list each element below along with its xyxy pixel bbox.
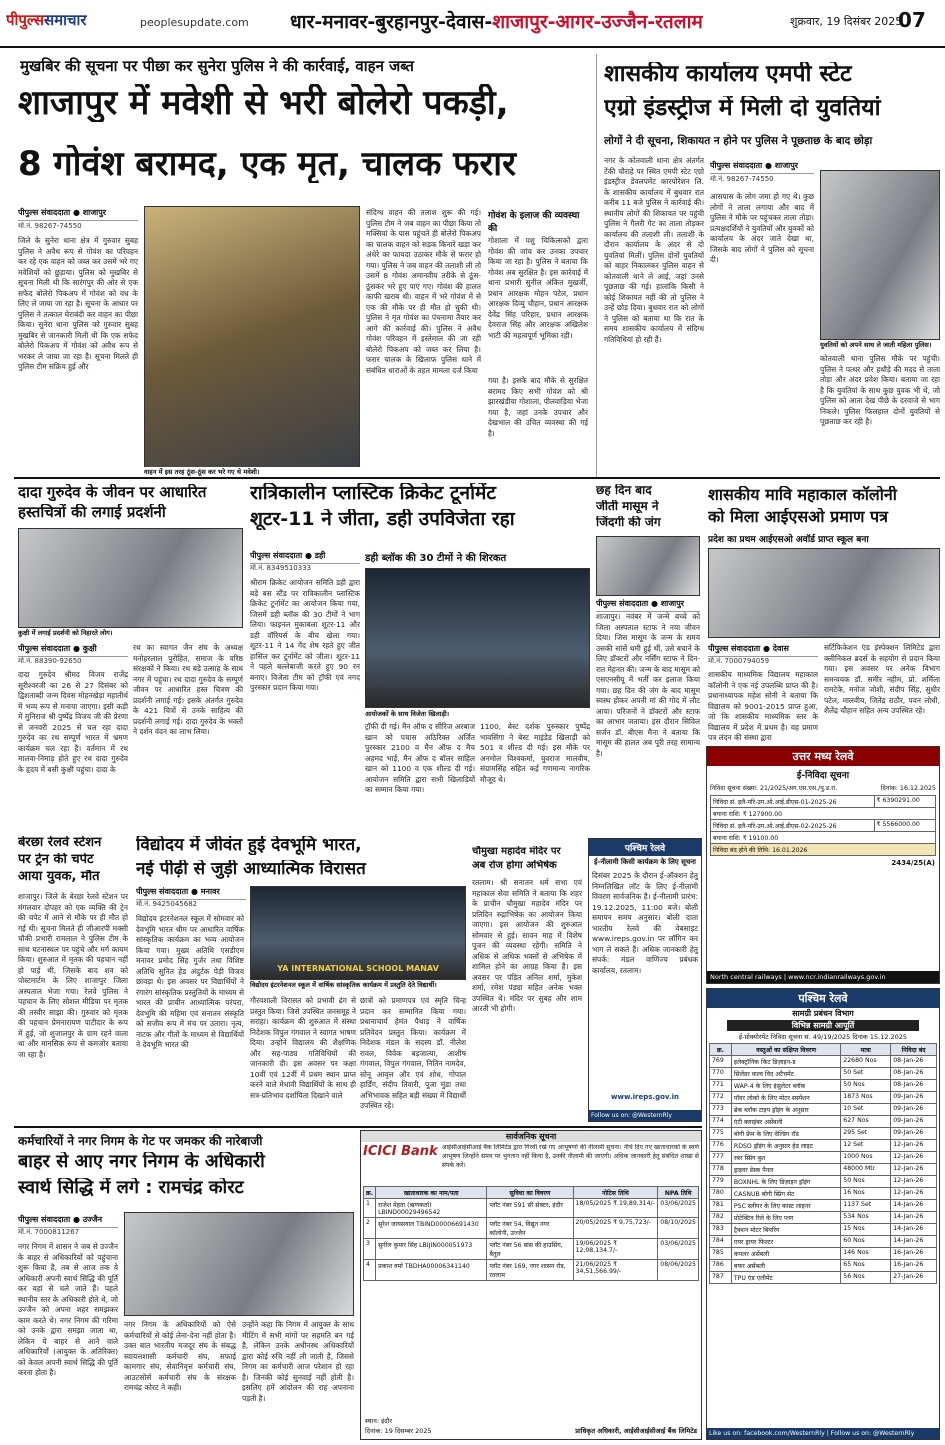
table-cell: प्लॉट नंबर 591 सी सेक्टर, इंदौर [487,1199,573,1218]
table-cell: 773 [710,1104,732,1116]
story2-mobile: मो.नं. 98267-74550 [710,175,774,183]
table-cell: सिलेंडर वाल्व विद अटैचमेंट [731,1068,840,1080]
story3-body-b: रथ का स्वागत जैन संघ के अध्यक्ष मनोहरलाल पुरोहित, समाज के वरिष्ठ संरक्षकों ने किया। रथ बड़े उत्साह के साथ नगर में पहुंचा। रथ दादा गुरुदेव के सम्पूर्ण जीवन पर आधारित हस्त चित्रण की प्रदर्शनी लगाई गई। इसके अंतर्गत गुरुदेव के 421 चित्रों से उनके साहित्य की प्रदर्शनी लगाई गई। दादा गुरुदेव के भक्तों ने दर्शन वंदन का लाभ लिया। [133,643,243,737]
story8-photo-caption: विद्योदय इंटरनेशनल स्कूल में वार्षिक सांस्कृतिक कार्यक्रम में प्रस्तुति देते विद्यार्थी। [250,980,466,989]
story3-body: दादा गुरुदेव श्रीमद विजय राजेंद्र सूरीश्वरजी का 26 से 27 दिसंबर को द्विशताब्दी जन्म दिवस मोहनखेड़ा महातीर्थ में भव्य रूप से मनाया जाएगा। इसी कड़ी में मुनिराज श्री पुष्पेंद्र विजय जी की प्रेरणा से जनवरी 2025 से चल रहा दादा गुरुदेव का रथ सम्पूर्ण भारत में भ्रमण कार्यक्रम चल रहा है। वर्तमान में रथ मालवा-निमाड़ होते हुए रथ दादा गुरुदेव के हृदय में बसी कुक्षी पहुंचा। दादा के [18,670,128,774]
table-cell: 783 [710,1224,732,1236]
table-row [710,1272,937,1284]
table-cell: प्लॉट नंबर 56 बांस की हाउसिंग, बैतूल [487,1239,573,1260]
story1-mobile: मो.नं. 98267-74550 [18,222,82,230]
story4-body-c: 1100, बेस्ट दर्शक पुरुस्कार पुष्पेंद्र भावसिंगा ने बेस्ट माइंडेड खिलाड़ी को 501 व शील्ड दी गई। इस मौके पर अनमोल विश्वकर्मा, युवराज मालवीय, संग्रामसिंह सहित कई गणमान्य नागरिक मौजूद थे। [480,722,590,784]
story1-headline-line2: 8 गोवंश बरामद, एक मृत, चालक फरार [18,145,517,184]
ad-ncr-tender [706,746,940,984]
ad-wr-mat-subtitle: सामग्री प्रबंधन विभाग [792,1009,854,1018]
story1-kicker: मुखबिर की सूचना पर पीछा कर सुनेरा पुलिस ने की कार्रवाई, वाहन जब्त [20,57,414,75]
table-cell: RDSO ड्रॉइंग के अनुसार हेड लाइट [731,1140,840,1152]
table-cell: ड्राइवर डेस्क पैनल [731,1164,840,1176]
table-cell: 1000 Nos [841,1152,891,1164]
table-cell: बयाना राशि: ₹ 19100.00 [711,832,936,844]
masthead-logo [6,10,87,30]
story10-mobile: मो.नं. 7000811267 [18,1228,80,1236]
table-cell: 08/06/2025 [658,1260,699,1281]
story6-body-a: शासकीय माध्यमिक विद्यालय महाकाल कॉलोनी ने एक नई उपलब्धि प्राप्त की है। प्रधानाध्यापक महेश सोनी ने बताया कि विद्यालय को 9001-2015 प्राप्त हुआ, जो कि शासकीय माध्यमिक स्तर के विद्यालय में प्रदेश में प्रथम है। यह प्रमाण पत्र लंदन की संस्था द्वारा [708,670,818,742]
table-row [710,1104,937,1116]
story4-subhead: डही ब्लॉक की 30 टीमों ने की शिरकत [365,553,507,564]
table-row [710,1128,937,1140]
table-header-row [710,1044,937,1056]
story6-headline-line2: को मिला आईएसओ प्रमाण पत्र [708,508,888,526]
table-cell: निविदा बंद होने की तिथि: 16.01.2026 [711,844,936,856]
table-cell: निविदा सं. इलै-परि-उप.ओ.आई.डीएस-02-2025-26 [711,820,875,832]
ad-wr-mat-table [709,1043,937,1284]
story4-headline-line2: शूटर-11 ने जीता, डही उपविजेता रहा [250,509,515,530]
table-cell: 16 Nos [841,1188,891,1200]
table-cell: 12-Jan-26 [891,1152,937,1164]
table-cell: 22680 Nos [841,1056,891,1068]
table-row [710,1200,937,1212]
story6-subhead: प्रदेश का प्रथम आईएसओ अवॉर्ड प्राप्त स्कूल बना [708,535,869,545]
table-row [710,1164,937,1176]
table-cell: 778 [710,1164,732,1176]
story4-headline-line1: रात्रिकालीन प्लास्टिक क्रिकेट टूर्नामेंट [250,483,496,504]
ad-ncr-subtitle: ई-निविदा सूचना [796,771,850,781]
table-cell: 146 Nos [841,1248,891,1260]
ad-ncr-notice-row [707,783,939,792]
table-cell: बफर असेंबली [731,1260,840,1272]
ad-ncr-code: 2434/25(A) [891,859,935,867]
story6-mobile: मो.नं. 7000794059 [708,657,770,665]
table-row [710,1116,937,1128]
table-cell: इलेक्ट्रॉनिक किट डिज़ाइन-ड [731,1056,840,1068]
story5-byline: पीपुल्स संवाददाता ● शाजापुर [596,598,700,612]
table-row [711,844,936,856]
story6-headline-line1: शासकीय मावि महाकाल कॉलोनी [708,486,897,504]
ad-icici-place: स्थान: इंदौर [365,1417,393,1425]
story3-photo [18,528,243,628]
table-cell: राजेश मेहता (ऋणकर्ता) LBIND00029496542 [376,1199,487,1218]
table-header: निविदा बंद [891,1044,937,1056]
ad-ncr-notice-no: निविदा सूचना संख्या: 21/2025/अग.एस.एस./पु.ड.रा. [710,785,838,792]
ad-wr-footer[interactable]: Follow us on: @WesternRly [589,1110,701,1121]
story1-photo [144,206,360,468]
table-cell: ₹ 5566000.00 [874,820,935,832]
story4-mobile: मो.नं. 8349510333 [250,564,312,572]
table-cell: प्लॉट नंबर 54, विद्युत नगर कॉलोनी, उज्जैन [487,1218,573,1239]
table-cell: 12-Jan-26 [891,1176,937,1188]
story8-body-a: विद्योदय इंटरनेशनल स्कूल में सोमवार को देवभूमि भारत थीम पर आधारित वार्षिक सांस्कृतिक कार्यक्रम का भव्य आयोजन किया गया। मुख्य अतिथि एसडीएम मनावर प्रमोद सिंह गुर्जर तथा विशिष्ट अतिथि सुनित हेड अंदुर्टक पेड़ी विजय छावड़ा थे। इस अवसर पर विद्यार्थियों ने रंगारंग सांस्कृतिक प्रस्तुतियों के माध्यम से भारत की प्राचीन आध्यात्मिक परंपरा, देवभूमि की महिमा एवं सनातन संस्कृति को सजीव रूप में मंच पर उतारा। नृत्य, नाटक और गीतों के माध्यम से विद्यार्थियों ने देवभूमि भारत की [136,914,244,1050]
table-cell: 771 [710,1080,732,1092]
table-cell: PSC स्लीपर के लिए कास्ट लाइनर [731,1200,840,1212]
table-cell: 09-Jan-26 [891,1116,937,1128]
story10-body-b: नगर निगम के अधिकारियों को ऐसे कर्मचारियों से कोई लेना-देना नहीं होता है। उक्त बात भारतीय मजदूर संघ के संबद्ध स्वायत्तशासी कर्मचारी संघ, सफाई कामगार संघ, सेवानिवृत्त कर्मचारी संघ, आउटसोर्स कर्मचारी संघ के संरक्षक रामचंद्र कोरट ने कही। [124,1320,236,1393]
table-cell: 777 [710,1152,732,1164]
table-cell: 781 [710,1200,732,1212]
table-row [710,1176,937,1188]
story3-headline-line1: दादा गुरुदेव के जीवन पर आधारित [18,484,207,501]
story1-sidebar-body: गोशाला में पशु चिकित्सकों द्वारा गोवंश की जांच कर उनका उपचार किया जा रहा है। पुलिस ने बताया कि गोवंश अब सुरक्षित है। इस कार्रवाई में थाना प्रभारी सुनील अंकित मुखर्जी, प्रधान आरक्षक मोहन पटेल, प्रधान आरक्षक दिव्यु चौहान, प्रधान आरक्षक देवेंद्र सिंह परिहार, प्रधान आरक्षक देवराज सिंह और आरक्षक अखिलेश भाटी की महत्वपूर्ण भूमिका रही। [488,236,588,340]
table-cell: 48000 Mtr [841,1164,891,1176]
table-cell: 50 Nos [841,1176,891,1188]
ad-icici-title: सार्वजनिक सूचना [361,1131,701,1142]
table-cell: 50 Nos [841,1080,891,1092]
table-header: सुविधा का विवरण [487,1187,573,1199]
table-cell: 03/06/2025 [658,1199,699,1218]
section-rule [14,1126,702,1128]
story1-body-c: गया है। इसके बाद मौके से सुरक्षित बरामद किए सभी गोवंश को श्री झारखंडीया गोशाला, पीलवाड़िया भेजा गया है, जहां उनके उपचार और देखभाल की उचित व्यवस्था की गई है। [488,376,588,438]
ad-wr-subtitle: ई-नीलामी किसी कार्यक्रम के लिए सूचना [593,858,696,866]
story1-byline: पीपुल्स संवाददाता ● शाजापुर [18,207,138,221]
table-cell: 775 [710,1128,732,1140]
table-cell: बोगी फ्रेम के लिए वेल्डिंग रॉड [731,1128,840,1140]
table-row [710,1056,937,1068]
story5-headline-line3: जिंदगी की जंग [596,516,661,529]
table-cell: 776 [710,1140,732,1152]
logo-text-right: समाचार [44,11,87,29]
story6-photo [708,548,940,638]
table-cell: 65 Nos [841,1260,891,1272]
ad-icici-notice [360,1130,702,1440]
table-cell: 16-Jan-26 [891,1260,937,1272]
table-cell: 08-Jan-26 [891,1068,937,1080]
table-cell: 1873 Nos [841,1092,891,1104]
page-header [0,0,945,48]
ad-wr-website[interactable]: www.ireps.gov.in [611,1093,679,1101]
story7-headline-line3: आया युवक, मौत [18,870,100,884]
ad-ncr-title: उत्तर मध्य रेलवे [707,747,939,766]
story5-headline-line1: छह दिन बाद [596,484,652,497]
story2-body-c: कोतवाली थाना पुलिस मौके पर पहुंची। पुलिस ने पत्थर और हथौड़े की मदद से ताला तोड़ा और अंदर प्रवेश किया। बताया जा रहा है कि युवतियां के साथ कुछ युवक भी थे, जो पुलिस को आता देख पीछे के दरवाजे से भाग निकले। पुलिस फिलहाल दोनों युवतियों से पूछताछ कर रही है। [820,354,940,427]
table-row [710,1140,937,1152]
table-cell: प्लॉट नंबर 169, नगर शासन रोड, रतलाम [487,1260,573,1281]
table-cell: 08-Jan-26 [891,1080,937,1092]
story3-photo-caption: कुक्षी में लगाई प्रदर्शनी को निहारते लोग। [18,628,243,637]
table-cell: 09-Jan-26 [891,1104,937,1116]
table-cell: 2 [364,1218,376,1239]
story3-mobile: मो.नं. 88390-92650 [18,657,82,665]
table-row [710,1188,937,1200]
table-cell: 12-Jan-26 [891,1188,937,1200]
table-header-row [364,1187,699,1199]
table-cell: 774 [710,1116,732,1128]
ad-wr-materials [706,988,940,1440]
table-cell: प्रकाश वर्मा TBDHA00006341140 [376,1260,487,1281]
story10-byline: पीपुल्स संवाददाता ● उज्जैन [18,1214,118,1228]
table-row [710,1068,937,1080]
story8-headline-line2: नई पीढ़ी से जुड़ी आध्यात्मिक विरासत [136,860,366,879]
table-cell: ₹ 6390291.00 [874,796,935,808]
table-row [710,1152,937,1164]
table-cell: 4 [364,1260,376,1281]
ad-wr-mat-notice: ई-प्रोक्योरमेंट निविदा सूचना सं. 49/19/2025 दिनांक 15.12.2025 [738,1033,908,1041]
story10-body-c: उन्होंने कहा कि निगम में आयुक्त के साथ मीटिंग में सभी मांगों पर सहमति बन गई है, लेकिन उनके अधीनस्थ अधिकारियों द्वारा कोई रुचि नहीं ली जाती है, जिससे निगम का कर्मचारी आज परेशान हो रहा है। जिनकी कोई सुनवाई नहीं होती है। इसलिए हमें आंदोलन की राह अपनाना पड़ती है। [242,1320,354,1403]
ad-ncr-table [710,795,936,856]
table-header: खाताधारक का नाम/पता [376,1187,487,1199]
table-cell: 3 [364,1239,376,1260]
table-cell: 780 [710,1188,732,1200]
table-cell: TPU एंड एलीमेंट [731,1272,840,1284]
table-cell: 09-Jan-26 [891,1128,937,1140]
page-number: 07 [898,8,926,32]
story7-headline-line1: बेरछा रेलवे स्टेशन [18,836,102,850]
ad-icici-bank-logo: ICICI Bank [363,1144,438,1159]
story10-headline-line1: बाहर से आए नगर निगम के अधिकारी [18,1152,265,1172]
table-cell: एयर ड्रायर फिल्टर [731,1236,840,1248]
table-cell: 08/10/2025 [658,1218,699,1239]
table-cell: 60 Nos [841,1236,891,1248]
edition-cities [290,8,703,34]
story1-photo-caption: वाहन में इस तरह ठूंस-ठूंस कर भरे गए थे मवेशी। [144,467,360,476]
story1-body-a: जिले के सुनेरा थाना क्षेत्र में गुरुवार सुबह पुलिस ने अवैध रूप से गोवंश का परिवहन कर रहे एक वाहन को जब्त कर उसमें भरे गए मवेशियों को छुड़ाया। पुलिस को मुखबिर से सूचना मिली थी कि सारंगपुर की ओर से एक सफेद बोलेरो पिकअप में गोवंश को वध के लिए ले जाया जा रहा है। सूचना के आधार पर पुलिस ने तत्काल घेराबंदी कर वाहन का पीछा किया। सुनेरा थाना पुलिस को गुरुवार सुबह मुखबिर से जानकारी मिली थी कि एक सफेद बोलेरो पिकअप में गोवंश को अवैध रूप से भरकर ले जाया जा रहा है। सूचना मिलते ही पुलिस टीम सक्रिय हुई और [18,236,138,372]
issue-date: शुक्रवार, 19 दिसंबर 2025 [790,15,903,28]
story2-body-a: नगर के कोतवाली थाना क्षेत्र अंतर्गत टेंकी चौराहे पर स्थित एमपी स्टेट एग्रो इंडस्ट्रीज डेवलपमेंट कारपोरेशन लि. के शासकीय कार्यालय में बुधवार रात करीब 11 बजे पुलिस ने कार्रवाई की। स्थानीय लोगों की शिकायत पर पहुंची पुलिस ने गैलरी गेट का ताला तोड़कर कार्यालय की तलाशी ली। तलाशी के दौरान कार्यालय के अंदर से दो युवतियां मिलीं। पुलिस दोनों युवतियों को बाहर निकालकर पुलिस वाहन से कोतवाली थाने ले आई, जहां उनसे पूछताछ की गई। हालांकि किसी ने कोई शिकायत नहीं की तो पुलिस ने उन्हें छोड़ दिया। बुधवार रात को लोगों ने पुलिस को बताया था कि रात के समय शासकीय कार्यालय में संदिग्ध गतिविधियां हो रही हैं। [604,156,704,344]
table-cell: 03/06/2025 [658,1239,699,1260]
ad-icici-intro: आईसीआईसीआई बैंक लिमिटेड द्वारा गिरवी रखे गए आभूषणों की नीलामी सूचना। नीचे दिए गए खाताधारकों के स्वर्ण आभूषण जिन्होंने समय पर भुगतान नहीं किया है, उनकी नीलामी की जाएगी। अधिक जानकारी हेतु संबंधित शाखा से संपर्क करें। [441,1144,699,1169]
table-header: मात्रा [841,1044,891,1056]
table-row [364,1218,699,1239]
website-url[interactable]: peoplesupdate.com [140,16,249,29]
story9-headline-line2: अब रोज होगा अभिषेक [472,860,557,871]
story7-headline-line2: पर ट्रेन की चपेट [18,853,94,867]
story4-body-b: ट्रॉफी दी गई। मैन ऑफ द सीरिज अरबाज खान को पचास अठिरिक्त अर्जित पुरस्कार 2100 व मैन ऑफ द मैच अहमद भाई, मैन ऑफ द बॉलर साहिल खान को 1100 व एक शील्ड दी गई। आयोजन समिति द्वारा सभी खिलाड़ियों का सम्मान किया गया। [365,722,475,795]
table-cell: 534 Nos [841,1212,891,1224]
story1-headline-line1: शाजापुर में मवेशी से भरी बोलेरो पकड़ी, [18,84,509,123]
table-cell: 56 Nos [841,1272,891,1284]
table-cell: 14-Jan-26 [891,1224,937,1236]
table-cell: 786 [710,1260,732,1272]
table-cell: 12-Jan-26 [891,1164,937,1176]
table-cell: 784 [710,1236,732,1248]
table-cell: CASNUB बोगी स्प्रिंग सेट [731,1188,840,1200]
table-cell: 14-Jan-26 [891,1212,937,1224]
story10-headline-line2: स्वार्थ सिद्धि में लगे : रामचंद्र कोरट [18,1178,244,1198]
story2-subhead: लोगों ने दी सूचना, शिकायत न होने पर पुलिस ने पूछताछ के बाद छोड़ा [604,135,873,147]
story8-photo [250,886,466,980]
story6-byline: पीपुल्स संवाददाता ● देवास [708,643,818,657]
table-cell: 14-Jan-26 [891,1200,937,1212]
ad-wr-mat-title: पश्चिम रेलवे [707,989,939,1008]
story10-kicker: कर्मचारियों ने नगर निगम के गेट पर जमकर की नारेबाजी [18,1134,263,1148]
story8-byline: पीपुल्स संवाददाता ● मनावर [136,886,246,900]
cities-primary: धार-मनावर-बुरहानपुर-देवास- [290,11,493,33]
table-cell: 09-Jan-26 [891,1092,937,1104]
story10-body-a: नगर निगम में शासन ने जब से उज्जैन के बाहर से अधिकारियों को पहुंचाना शुरू किया है, तब से आज तक ये अधिकारी अपनी स्वार्थ सिद्धि की पूर्ति कर यहां से चले जाते हैं। पहले स्थानीय स्तर के अधिकारी होते थे, जो उज्जैन को अपना शहर समझकर काम करते थे। नगर निगम की गरिमा को उनके द्वारा समझा जाता था, लेकिन ये बाहर से आने वाले अधिकारियों (आयुक्त के अतिरिक्त) को केवल अपनी स्वार्थ सिद्धि की पूर्ति करना होता है। [18,1242,118,1378]
ad-wr-body: दिसंबर 2025 के दौरान ई-ऑक्शन हेतु निम्नलिखित लॉट के लिए ई-नीलामी विवरण सार्वजनिक है। ई-नीलामी प्रारंभ: 19.12.2025, 11:00 बजे। बोली समापन समय अनुसार। बोली दाता भारतीय रेलवे की वेबसाइट www.ireps.gov.in पर लॉगिन कर भाग ले सकते हैं। अधिक जानकारी हेतु संपर्क: मंडल वाणिज्य प्रबंधक कार्यालय, रतलाम। [592,871,698,975]
column-divider [596,54,597,479]
table-cell: 20/05/2025 ₹ 9,75,723/- [573,1218,658,1239]
logo-text-left: पीपुल्स [6,11,45,29]
story8-body-b: गौरवशाली विरासत को प्रभावी ढंग से प्रस्तुत किया। जिसे उपस्थित जनसमूह ने सराहा। कार्यक्रम की शुरुआत में संस्था निदेशक विपुल गंगवाल ने स्वागत भाषण दिया। उन्होंने विद्यालय की शैक्षणिक और सह-पाठ्य गतिविधियों की जानकारी दी। इस अवसर पर कक्षा 10वीं एवं 12वीं में प्रथम स्थान प्राप्त करने वाले मेधावी विद्यार्थियों के साथ ही सत्र-प्रतिभाव दर्शायिता दिखाने वाले [250,996,356,1100]
table-row [711,820,936,832]
table-row [711,796,936,808]
story2-body-b: आसपास के लोग जमा हो गए थे। कुछ लोगों ने ताला लगाया और बाद में पुलिस ने मौके पर पहुंचकर ताला तोड़ा। प्रत्यक्षदर्शियों ने युवतियों और युवकों को कार्यालय के अंदर जाते देखा था, जिसके बाद लोगों ने पुलिस को सूचना दी। [710,192,814,265]
story5-body: शाजापुर। नवंबर में जन्मे बच्चे को जिला अस्पताल स्टाफ ने नया जीवन दिया। जिस मासूम के जन्म के समय उसकी सांसें थमी हुई थीं, उसे बचाने के लिए डॉक्टरों और नर्सिंग स्टाफ ने दिन-रात मेहनत की। जन्म के बाद मासूम को एसएनसीयू में भर्ती कर इलाज किया गया। छह दिन की जंग के बाद मासूम स्वस्थ होकर अपनी मां की गोद में लौट आया। परिजनों ने डॉक्टरों और स्टाफ का आभार जताया। इस दौरान सिविल सर्जन डॉ. बीएस मैना ने बताया कि मासूम की हालत अब पूरी तरह सामान्य है। [596,612,700,758]
table-cell: सुनील कुमार सिंह LBIJIN000051973 [376,1239,487,1260]
table-cell: ब्रेक ब्लॉक टाइप ड्रॉइंग के अनुसार [731,1104,840,1116]
story4-photo [365,568,590,708]
table-cell: 295 Set [841,1128,891,1140]
table-cell: 1 [364,1199,376,1218]
table-cell: 15 Nos [841,1224,891,1236]
story4-body-a: श्रीराम क्रिकेट आयोजन समिति डही द्वारा बड़े बस स्टैंड पर रात्रिकालीन प्लास्टिक क्रिकेट टूर्नामेंट का आयोजन किया गया, जिसमें डही ब्लॉक की 30 टीमों ने भाग लिया। फाइनल मुकाबला शूटर-11 और डही वॉरियर्स के बीच खेला गया। शूटर-11 ने 14 गेंद शेष रहते हुए जीत हासिल कर टूर्नामेंट को जीता। शूटर-11 ने पहले बल्लेबाजी करते हुए 90 रन बनाए। विजेता टीम को ट्रॉफी एवं नगद पुरस्कार प्रदान किया गया। [250,578,360,693]
story2-photo-caption: युवतियों को अपने साथ ले जाती महिला पुलिस। [820,340,940,349]
story3-byline: पीपुल्स संवाददाता ● कुक्षी [18,643,128,657]
table-header: NPA तिथि [658,1187,699,1199]
table-cell: 27-Jan-26 [891,1272,937,1284]
table-row [710,1092,937,1104]
story2-photo [820,170,940,340]
ad-wr-mat-footer[interactable]: Like us on: facebook.com/WesternRly | Follow us on: @WesternRly [707,1428,939,1439]
table-row [710,1212,937,1224]
story6-body-b: सर्टिफिकेशन एंड इंस्पेक्शन लिमिटेड द्वारा क्लीनिकल ब्रदर्स के सहयोग से प्रदान किया गया। इस अवसर पर अनेक विभाग समन्वयक डॉ. समीर नहीम, प्रो. शर्मिला रामटेके, मनोज जोशी, संदीप सिंह, सुधीर पटेल, मालवीय, जितेंद्र राठौर, पवन लोधी, शैलेंद्र चौहान सहित अन्य उपस्थित रहे। [824,643,940,716]
table-row [711,832,936,844]
table-cell: कपलर असेंबली [731,1248,840,1260]
table-cell: BOXNHL के लिए डिज़ाइन ड्रॉइंग [731,1176,840,1188]
table-row [710,1248,937,1260]
table-row [710,1260,937,1272]
table-row [710,1080,937,1092]
table-cell: रबर स्प्रिंग बुश [731,1152,840,1164]
table-cell: 12-Jan-26 [891,1140,937,1152]
table-row [711,808,936,820]
table-cell: 769 [710,1056,732,1068]
table-row [710,1224,937,1236]
table-cell: WAP-4 के लिए इंसुलेटर ब्लॉक [731,1080,840,1092]
ad-ncr-date: दिनांक: 16.12.2025 [880,785,936,792]
ad-wr-auction [588,838,702,1122]
table-cell: 785 [710,1248,732,1260]
table-cell: पॉवर लोको के लिए मोटर सस्पेंशन [731,1092,840,1104]
ad-icici-sign: प्राधिकृत अधिकारी, आईसीआईसीआई बैंक लिमिटेड [575,1427,697,1435]
table-cell: 627 Nos [841,1116,891,1128]
table-header: वस्तुओं का संक्षिप्त विवरण [731,1044,840,1056]
story3-headline-line2: हस्तचित्रों की लगाई प्रदर्शनी [18,504,166,521]
table-cell: 10 Set [841,1104,891,1116]
ad-ncr-footer[interactable]: North central railways | www.ncr.indianrailways.gov.in [707,971,939,983]
ad-wr-title: पश्चिम रेलवे [589,839,701,856]
table-cell: ट्रैक्शन मोटर बियरिंग [731,1224,840,1236]
story5-photo [596,536,700,596]
cities-highlight: शाजापुर-आगर-उज्जैन-रतलाम [492,11,703,33]
story8-mobile: मो.नं. 9425045682 [136,900,198,908]
table-row [364,1199,699,1218]
story5-headline-line2: जीती मासूम ने [596,500,659,513]
table-cell: 787 [710,1272,732,1284]
table-cell: 779 [710,1176,732,1188]
story8-headline-line1: विद्योदय में जीवंत हुई देवभूमि भारत, [136,836,362,855]
table-cell: 770 [710,1068,732,1080]
table-cell: निविदा सं. इलै-परि-उप.ओ.आई.डीएस-01-2025-26 [711,796,875,808]
story8-body-c: छात्रों को प्रमाणपत्र एवं स्मृति चिन्ह प्रदान कर सम्मानित किया गया। प्रधानाचार्य हेमंत पैथाड़ ने वार्षिक प्रतिवेदन प्रस्तुत किया। कार्यक्रम में निदेशक मंडल के सदस्य डॉ. नीलेश रावल, विवेक बड़जात्या, आशीष गंगवाल, विपुल गंगवाल, नितिन नामदेव, सोनू आवृत्त और एवं शोध, गोपाल हार्डिंग, संदीप तिवारी, पूजा मुंडा तथा अभिभावक सहित बड़ी संख्या में विद्यार्थी उपस्थित रहे। [360,996,466,1111]
table-cell: 782 [710,1212,732,1224]
story4-byline: पीपुल्स संवाददाता ● डही [250,550,360,564]
table-cell: 772 [710,1092,732,1104]
table-row [364,1260,699,1281]
table-cell: सुरेश जायसवाल TBIND00006691430 [376,1218,487,1239]
story9-headline-line1: चौमुखा महादेव मंदिर पर [472,846,561,857]
table-cell: 14-Jan-26 [891,1236,937,1248]
table-cell: 12 Set [841,1140,891,1152]
section-rule [14,477,940,479]
table-cell: 21/06/2025 ₹ 34,51,566.99/- [573,1260,658,1281]
story10-photo [124,1212,354,1316]
ad-icici-date: दिनांक: 19 दिसम्बर 2025 [365,1427,432,1435]
table-cell: 08-Jan-26 [891,1056,937,1068]
story1-sidebar-title: गोवंश के इलाज की व्यवस्था की [488,211,580,234]
table-cell: एंटी क्लाइंबर असेंबली [731,1116,840,1128]
table-cell: प्रोटेक्टिव रिले के लिए प्लग [731,1212,840,1224]
story4-photo-caption: आयोजकों के साथ विजेता खिलाड़ी। [365,709,590,718]
table-header: क्र. [364,1187,376,1199]
table-cell: 50 Set [841,1068,891,1080]
table-cell: 18/05/2025 ₹ 19,89,314/- [573,1199,658,1218]
ad-icici-table [363,1186,699,1281]
story1-body-b: संदिग्ध वाहन की तलाश शुरू की गई। पुलिस टीम ने जब वाहन का पीछा किया तो मक्सियां के पास पहुंचते ही बोलेरो पिकअप का चालक वाहन को सड़क किनारे खड़ा कर अंधेरे का फायदा उठाकर मौके से फरार हो गया। पुलिस ने जब वाहन की तलाशी ली तो उसमें 8 गोवंश अमानवीय तरीके से ठूंस-ठूंसकर भरे हुए पाए गए। गोवंश की हालत काफी खराब थी। वाहन में भरे गोवंश में से एक की मौके पर ही मौत हो चुकी थी। पुलिस ने मृत गोवंश का पंचनामा तैयार कर आगे की कार्रवाई की। पुलिस ने अवैध गोवंश परिवहन में इस्तेमाल की जा रही बोलेरो पिकअप को जब्त कर लिया है। फरार चालक के खिलाफ पुलिस थाने में संबंधित धाराओं के तहत मामला दर्ज किया [366,208,481,375]
table-row [710,1236,937,1248]
table-header: नोटिस तिथि [573,1187,658,1199]
table-header: क्र. [710,1044,732,1056]
table-cell: 19/06/2025 ₹ 12,08,134.7/- [573,1239,658,1260]
table-cell: बयाना राशि: ₹ 127900.00 [711,808,936,820]
story2-byline: पीपुल्स संवाददाता ● शाजापुर [710,160,814,174]
table-row [364,1239,699,1260]
story7-body: शाजापुर। जिले के बेरछा रेलवे स्टेशन पर मंगलवार दोपहर को एक व्यक्ति की ट्रेन की चपेट में आने से मौके पर ही मौत हो गई थी। सूचना मिलते ही जीआरपी मक्सी चौकी प्रभारी रामलाल ने पुलिस टीम के साथ घटनास्थल पर पहुंचे और मर्ग कायम किया। शुरुआत में मृतक की पहचान नहीं हो पाई थी, जिसके बाद शव को पोस्टमार्टम के लिए शाजापुर जिला अस्पताल भेजा गया। रेलवे पुलिस ने पहचान के लिए सोशल मीडिया पर मृतक की तस्वीर साझा की। गुरुवार को मृतक की पहचान प्रेमनारायण पाटीदार के रूप में हुई, जो शुजालपुर के ग्राम रहने वाला था और मानसिक रूप से कमजोर बताया जा रहा है। [18,892,128,1059]
table-cell: 1137 Set [841,1200,891,1212]
table-cell: 16-Jan-26 [891,1248,937,1260]
ad-wr-mat-subtitle2: विभिन्न सामग्री आपूर्ति [727,1020,919,1031]
story2-headline-line2: एग्रो इंडस्ट्रीज में मिली दो युवतियां [604,96,881,121]
story8-photo-banner: YA INTERNATIONAL SCHOOL MANAV [277,964,439,973]
story9-body: रतलाम। श्री सनातन धर्म सभा एवं महाकाल सेवा समिति ने बताया कि शहर के प्राचीन चौमुखा महादेव मंदिर पर प्रतिदिन रुद्राभिषेक का आयोजन किया जाएगा। इस आयोजन की शुरुआत सोमवार से हुई। सावन माह में विशेष पूजन की व्यवस्था रहेगी। समिति ने अधिक से अधिक भक्तों से अभिषेक में शामिल होने का आग्रह किया है। इस अवसर पर पंडित अनिल शर्मा, मुकेश शर्मा, रमेश पंड्या सहित अनेक भक्त उपस्थित थे। मंदिर पर सुबह और शाम आरती भी होगी। [472,878,582,1014]
story2-headline-line1: शासकीय कार्यालय एमपी स्टेट [604,62,852,87]
